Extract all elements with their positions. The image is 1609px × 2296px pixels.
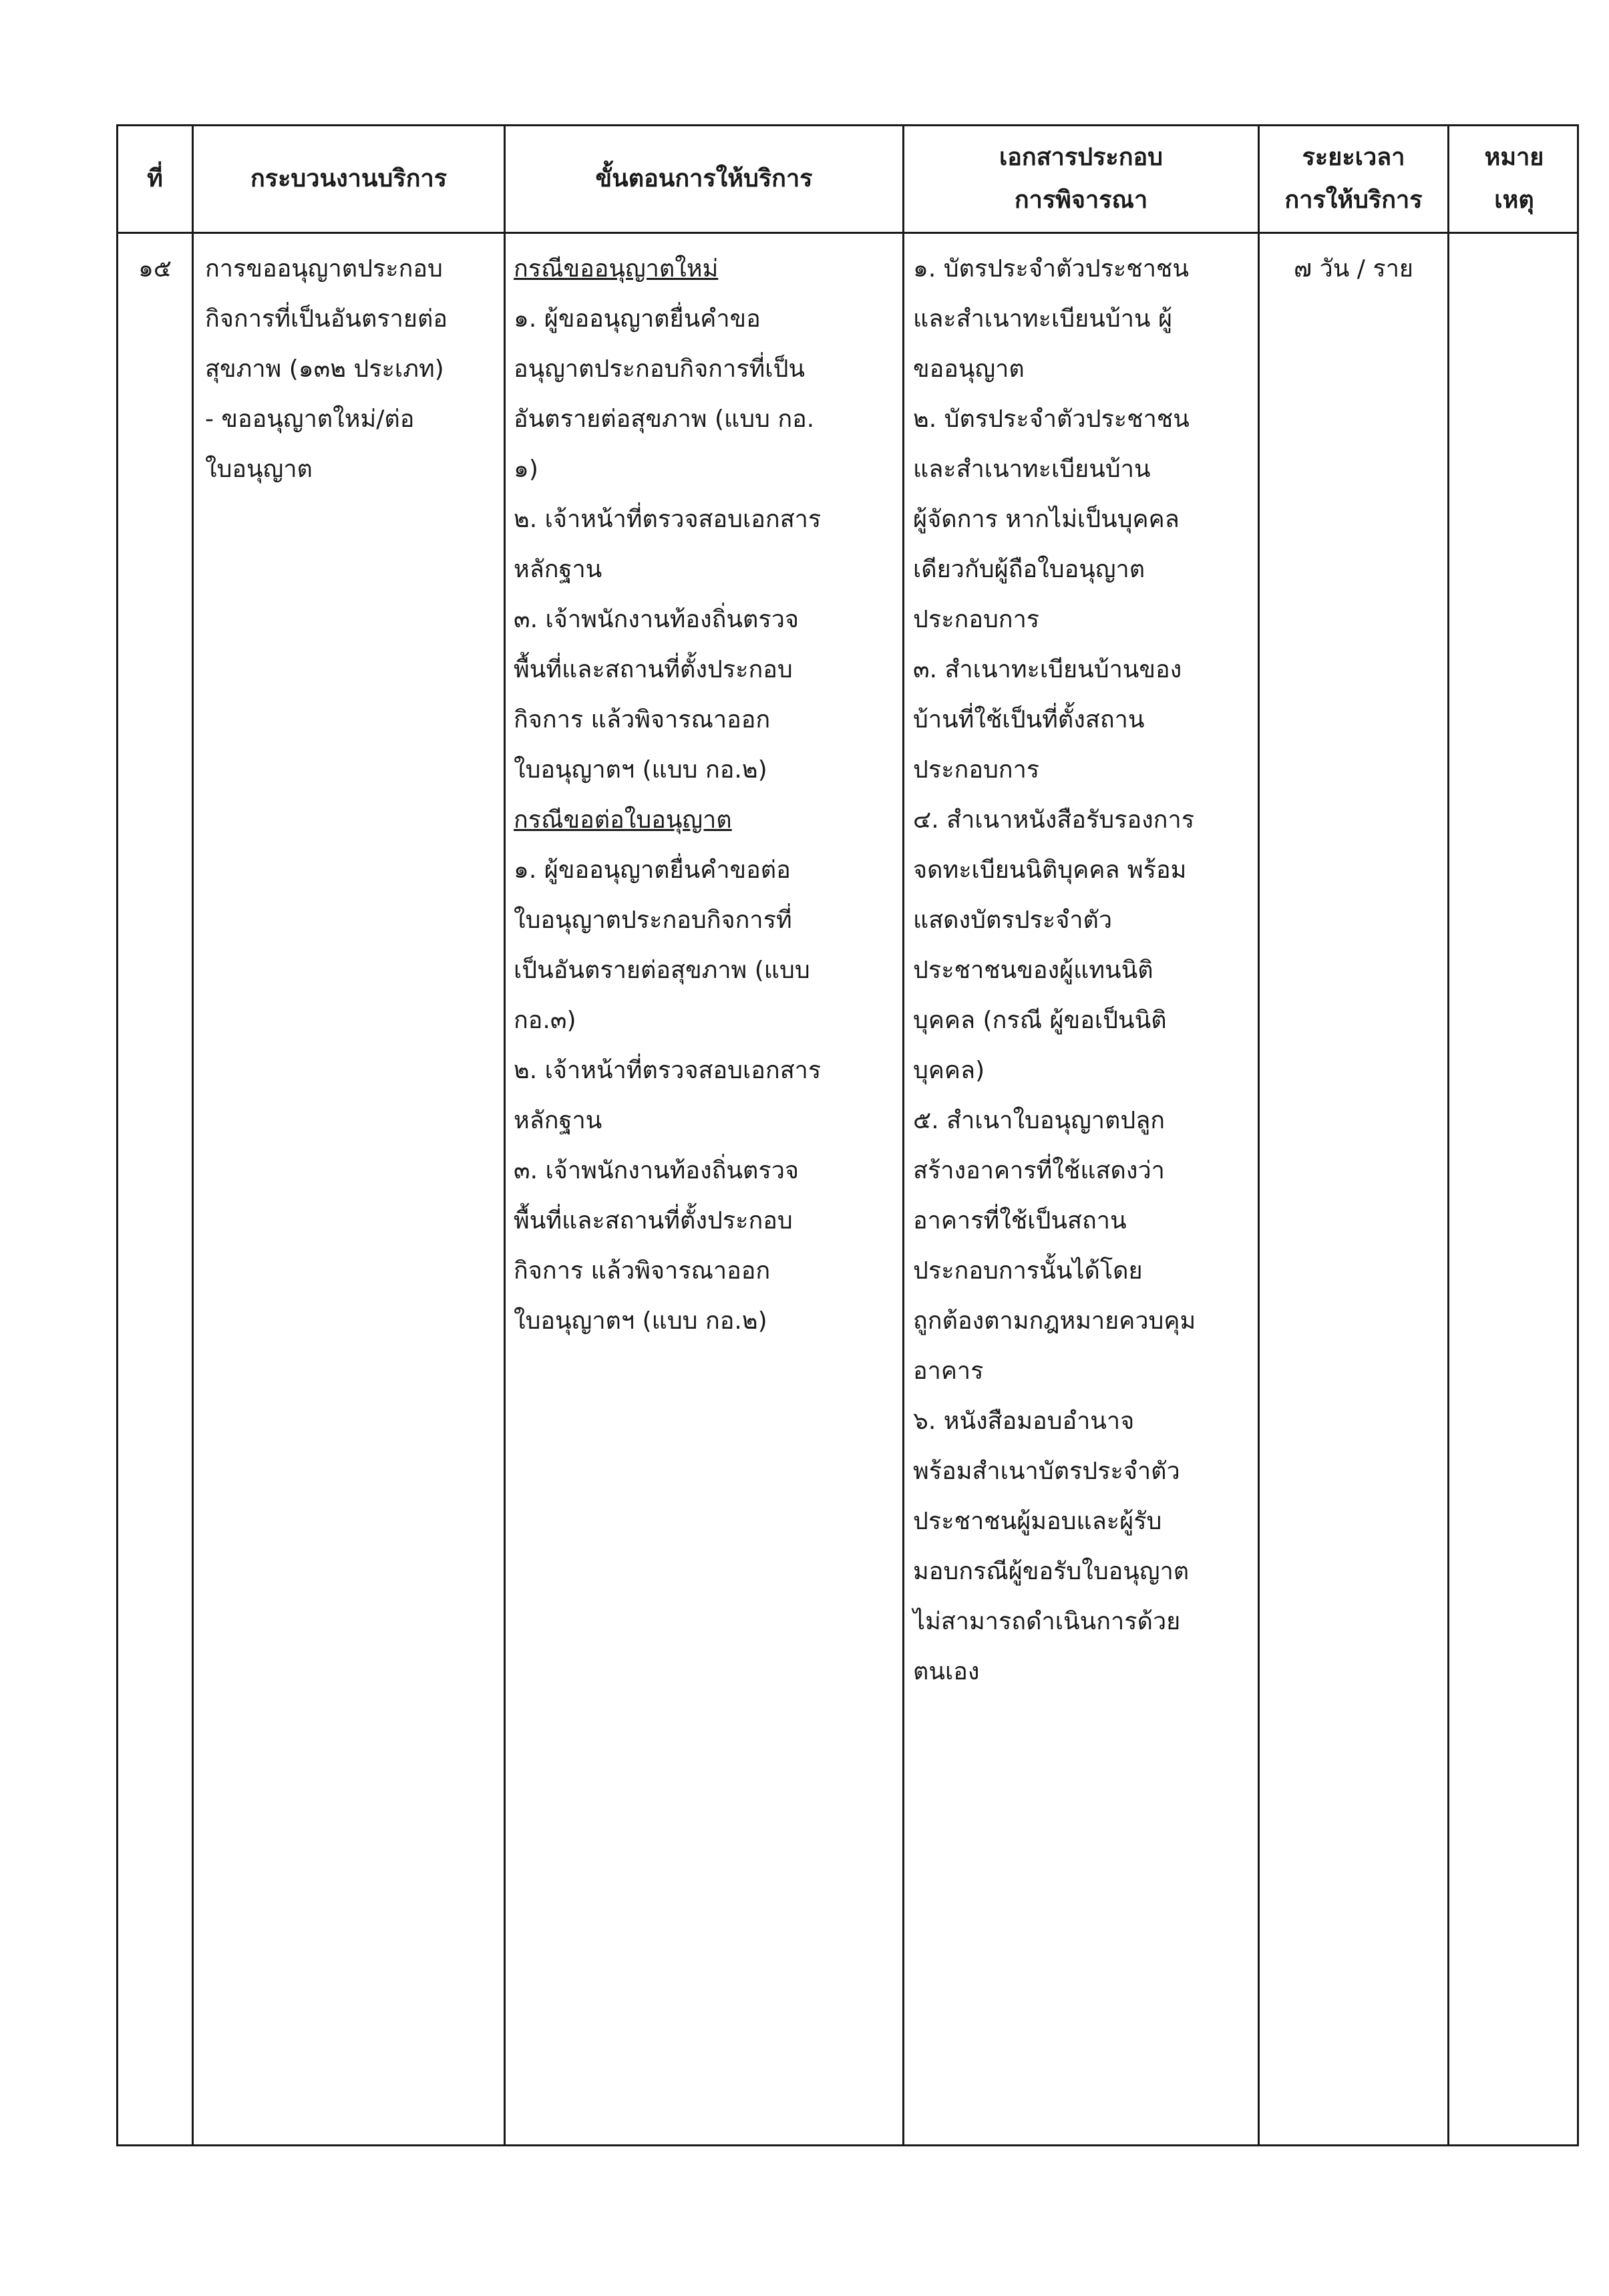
step-line: ๒. เจ้าหน้าที่ตรวจสอบเอกสาร: [514, 506, 822, 533]
step-line: ๑. ผู้ขออนุญาตยื่นคำขอต่อ: [514, 856, 791, 884]
document-line: ประกอบการ: [913, 606, 1040, 633]
document-line: ประกอบการนั้นได้โดย: [913, 1257, 1143, 1285]
document-line: ๓. สำเนาทะเบียนบ้านของ: [913, 656, 1182, 683]
header-remark-line1: หมาย: [1484, 144, 1544, 171]
column-divider: [902, 126, 904, 2144]
document-line: ประชาชนของผู้แทนนิติ: [913, 957, 1153, 984]
document-line: และสำเนาทะเบียนบ้าน ผู้: [913, 305, 1173, 333]
header-duration: [1260, 126, 1447, 232]
document-line: ผู้จัดการ หากไม่เป็นบุคคล: [913, 506, 1180, 533]
steps-renew-heading: กรณีขอต่อใบอนุญาต: [514, 806, 732, 834]
document-line: ประกอบการ: [913, 756, 1040, 784]
column-divider: [1447, 126, 1449, 2144]
document-line: ประชาชนผู้มอบและผู้รับ: [913, 1508, 1162, 1535]
steps-new-heading: กรณีขออนุญาตใหม่: [514, 255, 719, 283]
header-service-label: กระบวนงานบริการ: [250, 165, 448, 192]
step-line: ใบอนุญาตฯ (แบบ กอ.๒): [514, 756, 767, 784]
column-divider: [504, 126, 506, 2144]
service-line: ใบอนุญาต: [205, 456, 313, 483]
service-line: กิจการที่เป็นอันตรายต่อ: [205, 305, 448, 333]
document-line: จดทะเบียนนิติบุคคล พร้อม: [913, 856, 1187, 884]
document-line: ขออนุญาต: [913, 355, 1025, 383]
step-line: ใบอนุญาตประกอบกิจการที่: [514, 907, 792, 934]
step-line: พื้นที่และสถานที่ตั้งประกอบ: [514, 656, 793, 683]
row-service: [205, 244, 448, 494]
document-line: แสดงบัตรประจำตัว: [913, 907, 1113, 934]
step-line: อันตรายต่อสุขภาพ (แบบ กอ.: [514, 405, 815, 433]
step-line: ๓. เจ้าพนักงานท้องถิ่นตรวจ: [514, 1157, 799, 1184]
step-line: ใบอนุญาตฯ (แบบ กอ.๒): [514, 1307, 767, 1335]
service-line: การขออนุญาตประกอบ: [205, 255, 443, 283]
document-line: อาคารที่ใช้เป็นสถาน: [913, 1207, 1127, 1235]
step-line: หลักฐาน: [514, 1107, 602, 1134]
column-divider: [192, 126, 194, 2144]
header-documents: [904, 126, 1258, 232]
header-remark-line2: เหตุ: [1494, 186, 1534, 214]
document-line: ๕. สำเนาใบอนุญาตปลูก: [913, 1107, 1166, 1134]
document-line: ๑. บัตรประจำตัวประชาชน: [913, 255, 1189, 283]
document-line: ๔. สำเนาหนังสือรับรองการ: [913, 806, 1195, 834]
header-service: [194, 126, 504, 232]
document-line: ตนเอง: [913, 1658, 980, 1685]
step-line: เป็นอันตรายต่อสุขภาพ (แบบ: [514, 957, 810, 984]
document-line: ไม่สามารถดำเนินการด้วย: [913, 1608, 1181, 1635]
step-line: หลักฐาน: [514, 556, 602, 583]
header-remark: [1449, 126, 1579, 232]
header-steps: [506, 126, 902, 232]
document-line: ๒. บัตรประจำตัวประชาชน: [913, 405, 1190, 433]
service-line: สุขภาพ (๑๓๒ ประเภท): [205, 355, 444, 383]
document-line: อาคาร: [913, 1357, 984, 1385]
row-no: [118, 244, 192, 294]
header-documents-line2: การพิจารณา: [1014, 186, 1148, 214]
document-line: ถูกต้องตามกฎหมายควบคุม: [913, 1307, 1196, 1335]
step-line: ๑. ผู้ขออนุญาตยื่นคำขอ: [514, 305, 761, 333]
header-duration-line1: ระยะเวลา: [1302, 144, 1405, 171]
duration-value: ๗ วัน / ราย: [1294, 255, 1413, 283]
document-line: เดียวกับผู้ถือใบอนุญาต: [913, 556, 1145, 583]
step-line: กอ.๓): [514, 1007, 576, 1034]
document-line: บุคคล (กรณี ผู้ขอเป็นนิติ: [913, 1007, 1167, 1034]
step-line: กิจการ แล้วพิจารณาออก: [514, 706, 771, 733]
header-steps-label: ขั้นตอนการให้บริการ: [595, 165, 813, 192]
service-line: - ขออนุญาตใหม่/ต่อ: [205, 405, 415, 433]
document-line: มอบกรณีผู้ขอรับใบอนุญาต: [913, 1558, 1190, 1585]
step-line: พื้นที่และสถานที่ตั้งประกอบ: [514, 1207, 793, 1235]
step-line: กิจการ แล้วพิจารณาออก: [514, 1257, 771, 1285]
document-line: บุคคล): [913, 1057, 985, 1084]
row-duration: [1260, 244, 1447, 294]
step-line: ๓. เจ้าพนักงานท้องถิ่นตรวจ: [514, 606, 799, 633]
header-no-label: ที่: [147, 165, 163, 192]
step-line: อนุญาตประกอบกิจการที่เป็น: [514, 355, 806, 383]
row-no-value: ๑๕: [138, 255, 172, 283]
row-documents: [913, 244, 1196, 1697]
document-line: บ้านที่ใช้เป็นที่ตั้งสถาน: [913, 706, 1145, 733]
header-documents-line1: เอกสารประกอบ: [999, 144, 1164, 171]
header-duration-line2: การให้บริการ: [1284, 186, 1423, 214]
column-divider: [1258, 126, 1260, 2144]
document-line: สร้างอาคารที่ใช้แสดงว่า: [913, 1157, 1165, 1184]
step-line: ๑): [514, 456, 538, 483]
document-line: ๖. หนังสือมอบอำนาจ: [913, 1408, 1135, 1435]
service-table: [116, 124, 1579, 2146]
step-line: ๒. เจ้าหน้าที่ตรวจสอบเอกสาร: [514, 1057, 822, 1084]
row-steps: [514, 244, 821, 1346]
document-line: และสำเนาทะเบียนบ้าน: [913, 456, 1151, 483]
document-line: พร้อมสำเนาบัตรประจำตัว: [913, 1458, 1180, 1485]
header-no: [118, 126, 192, 232]
header-divider: [118, 232, 1577, 234]
